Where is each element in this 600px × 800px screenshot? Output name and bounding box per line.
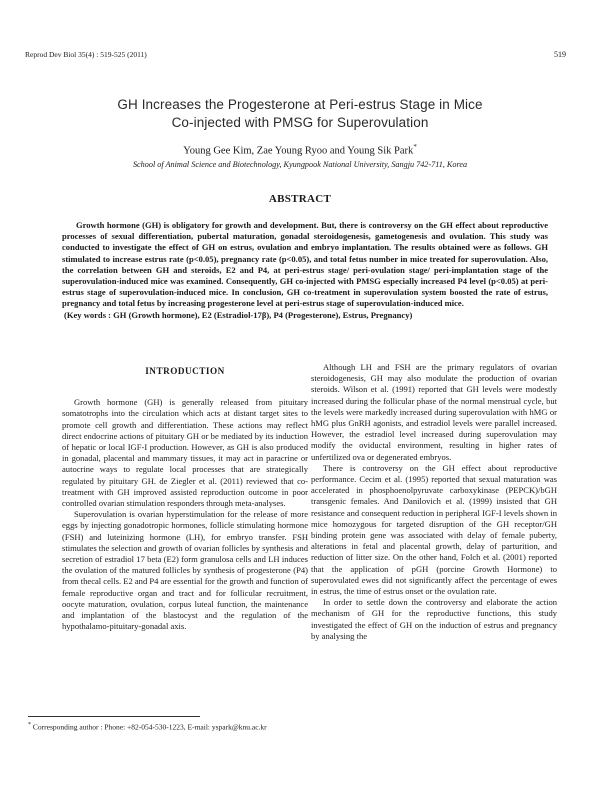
paper-title	[40, 96, 560, 132]
title-line-1: GH Increases the Progesterone at Peri-estrus Stage in Mice	[117, 97, 483, 112]
intro-paragraph: Although LH and FSH are the primary regulators of ovarian steroidogenesis, GH may also modulate the production of ovarian steroids. Wilson et al. (1991) reported that GH levels were modestly increased during the follicular phase of the normal menstrual cycle, but the levels were markedly increased during superovulation with hMG or hMG plus GnRH agonists, and estradiol levels were parallel increased. However, the estradiol level increased during superovulation may modify the oviductal environment, resulting in higher rates of unfertilized ova or degenerated embryos.	[311, 362, 557, 462]
abstract-text: Growth hormone (GH) is obligatory for growth and development. But, there is controversy on the GH effect about reproductive processes of sexual differentiation, pubertal maturation, gonadal steroidogenesis, gametogenesis and ovulation. This study was conducted to investigate the effect of GH on estrus, ovulation and embryo implantation. The results obtained were as follows. GH stimulated to increase estrus rate (p<0.05), pregnancy rate (p<0.05), and total fetus number in mice treated for superovulation. Also, the correlation between GH and steroids, E2 and P4, at peri-estrus stage/ peri-ovulation stage/ peri-implantation stage of the superovulation-induced mice was examined. Consequently, GH co-injected with PMSG especially increased P4 level (p<0.05) at peri-estrus stage of superovulation-induced mice. In conclusion, GH co-treatment in superovulation system boosted the rate of estrus, pregnancy and total fetus by increasing progesterone level at peri-estrus stage of superovulation-induced mice.	[62, 220, 548, 309]
footnote-divider	[28, 716, 200, 717]
footnote-text: Corresponding author : Phone: +82-054-530-1223, E-mail: yspark@knu.ac.kr	[31, 722, 267, 732]
intro-paragraph: In order to settle down the controversy and elaborate the action mechanism of GH for the reproductive functions, this study investigated the effect of GH on the induction of estrus and pregnancy by analysing the	[311, 597, 557, 641]
footnote-mark: *	[28, 722, 31, 728]
keywords: (Key words : GH (Growth hormone), E2 (Estradiol-17β), P4 (Progesterone), Estrus, Pregnancy)	[64, 309, 413, 320]
left-column	[62, 362, 308, 632]
author-list	[40, 143, 560, 157]
abstract-heading: ABSTRACT	[268, 193, 332, 205]
right-column	[311, 362, 557, 642]
intro-paragraph: Superovulation is ovarian hyperstimulation for the release of more eggs by injecting gonadotropic hormones, follicle stimulating hormone (FSH) and luteinizing hormone (LH), for embryo transfer. FSH stimulates the selection and growth of ovarian follicles by synthesis and secretion of estradiol 17 beta (E2) form granulosa cells and LH induces the ovulation of the matured follicles by synthesis of progesterone (P4) from thecal cells. E2 and P4 are essential for the growth and function of female reproductive organ and tract and for follicular recruitment, oocyte maturation, ovulation, corpus luteal function, the maintenance and implantation of the blastocyst and the regulation of the hypothalamo-pituitary-gonadal axis.	[62, 509, 308, 632]
page-number: 519	[554, 50, 566, 59]
journal-citation: Reprod Dev Biol 35(4) : 519-525 (2011)	[25, 50, 147, 59]
affiliation: School of Animal Science and Biotechnology, Kyungpook National University, Sangju 742-711, Korea	[132, 160, 468, 169]
introduction-heading: INTRODUCTION	[145, 366, 225, 376]
abstract-body	[62, 220, 548, 321]
title-line-2: Co-injected with PMSG for Superovulation	[171, 115, 429, 130]
intro-paragraph: There is controversy on the GH effect about reproductive performance. Cecim et al. (1995) reported that sexual maturation was accelerated in phosphoenolpyruvate carboxykinase (PEPCK)/bGH transgenic females. And Danilovich et al. (1999) insisted that GH resistance and consequent reduction in peripheral IGF-I levels shown in mice homozygous for targeted disruption of the GH receptor/GH binding protein gene was associated with delay of female puberty, alterations in fetal and placental growth, delay of parturition, and reduction of litter size. On the other hand, Folch et al. (2001) reported that the application of pGH (porcine Growth Hormone) to superovulated ewes did not significantly affect the percentage of ewes in estrus, the time of estrus onset or the ovulation rate.	[311, 462, 557, 597]
author-names: Young Gee Kim, Zae Young Ryoo and Young Sik Park	[183, 145, 414, 157]
footnote	[28, 722, 267, 732]
corresponding-mark: *	[413, 143, 417, 151]
intro-paragraph: Growth hormone (GH) is generally released from pituitary somatotrophs into the circulation which acts at distant target sites to promote cell growth and differentiation. These actions may reflect direct endocrine actions of pituitary GH or be mediated by its induction of hepatic or local IGF-I production. However, as GH is also produced in gonadal, placental and mammary tissues, it may act in paracrine or autocrine ways to regulate local processes that are strategically regulated by pituitary GH. de Ziegler et al. (2011) reviewed that co-treatment with GH improved assisted reproduction outcome in poor controlled ovarian stimulation responders through meta-analyses.	[62, 397, 308, 509]
